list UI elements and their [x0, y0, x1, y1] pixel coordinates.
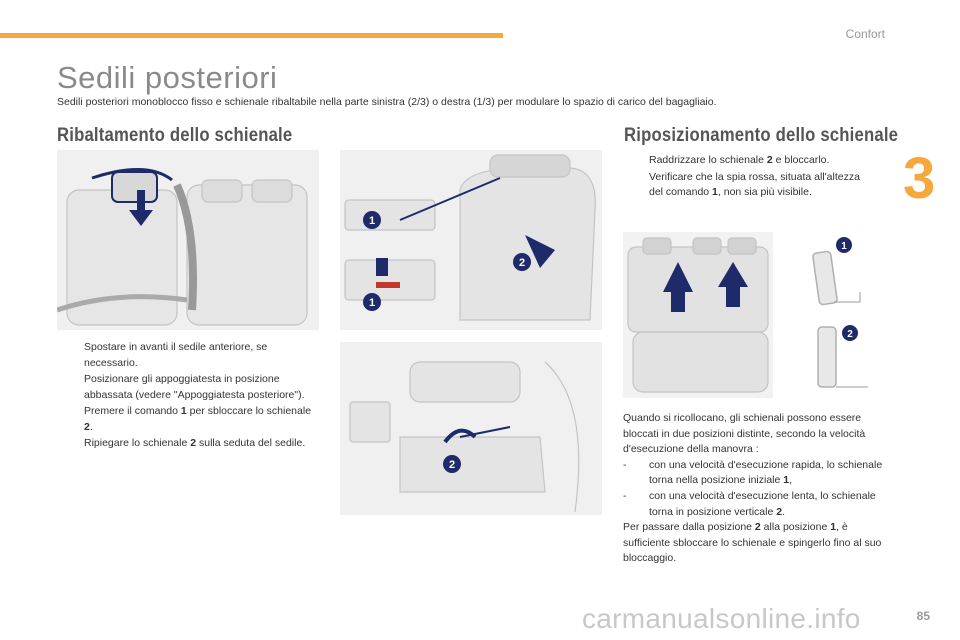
note-intro: Quando si ricollocano, gli schienali possono essere bloccati in due posizioni distinte, secondo la velocità d'esecuzione della manovra :	[623, 412, 866, 456]
callout-2: 2	[847, 329, 853, 340]
page-subtitle: Sedili posteriori monoblocco fisso e schienale ribaltabile nella parte sinistra (2/3) o destra (1/3) per modulare lo spazio di carico del bagagliaio.	[57, 96, 717, 108]
callout-1: 1	[368, 215, 376, 227]
watermark: carmanualsonline.info	[582, 603, 861, 634]
callout-2: 2	[518, 257, 526, 269]
note-item-slow: - con una velocità d'esecuzione lenta, lo schienale torna in posizione verticale 2.	[623, 489, 876, 518]
section-name: Confort	[845, 27, 885, 41]
figure-folded-backrest	[340, 342, 602, 515]
list-item: Posizionare gli appoggiatesta in posizione abbassata (vedere "Appoggiatesta posteriore").	[84, 373, 305, 401]
folding-steps-list	[60, 340, 315, 453]
figure-backrest-positions	[810, 232, 872, 398]
chapter-number: 3	[903, 146, 936, 211]
list-item: Verificare che la spia rossa, situata all'altezza del comando 1, non sia più visibile.	[649, 170, 860, 198]
page-title: Sedili posteriori	[57, 60, 278, 95]
note-outro: Per passare dalla posizione 2 alla posizione 1, è sufficiente sbloccare lo schienale e spingerlo fino al suo bloccaggio.	[623, 521, 882, 565]
list-item: Raddrizzare lo schienale 2 e bloccarlo.	[649, 154, 830, 166]
list-item: Spostare in avanti il sedile anteriore, se necessario.	[84, 341, 268, 369]
heading-folding: Ribaltamento dello schienale	[57, 125, 293, 146]
header-accent-bar	[0, 33, 503, 38]
callout-1: 1	[368, 297, 376, 309]
repositioning-note	[623, 411, 885, 567]
callout-1: 1	[841, 241, 847, 252]
repositioning-steps-list	[625, 153, 865, 202]
note-item-fast: - con una velocità d'esecuzione rapida, lo schienale torna nella posizione iniziale 1,	[623, 458, 883, 487]
figure-seat-headrest	[57, 150, 319, 330]
callout-2: 2	[448, 459, 456, 471]
page-number: 85	[916, 609, 930, 623]
list-item: Ripiegare lo schienale 2 sulla seduta del sedile.	[84, 437, 306, 449]
list-item: Premere il comando 1 per sbloccare lo schienale 2.	[84, 405, 312, 433]
heading-repositioning: Riposizionamento dello schienale	[624, 125, 899, 146]
figure-command-backrest	[340, 150, 602, 330]
figure-rear-bench	[623, 232, 773, 398]
